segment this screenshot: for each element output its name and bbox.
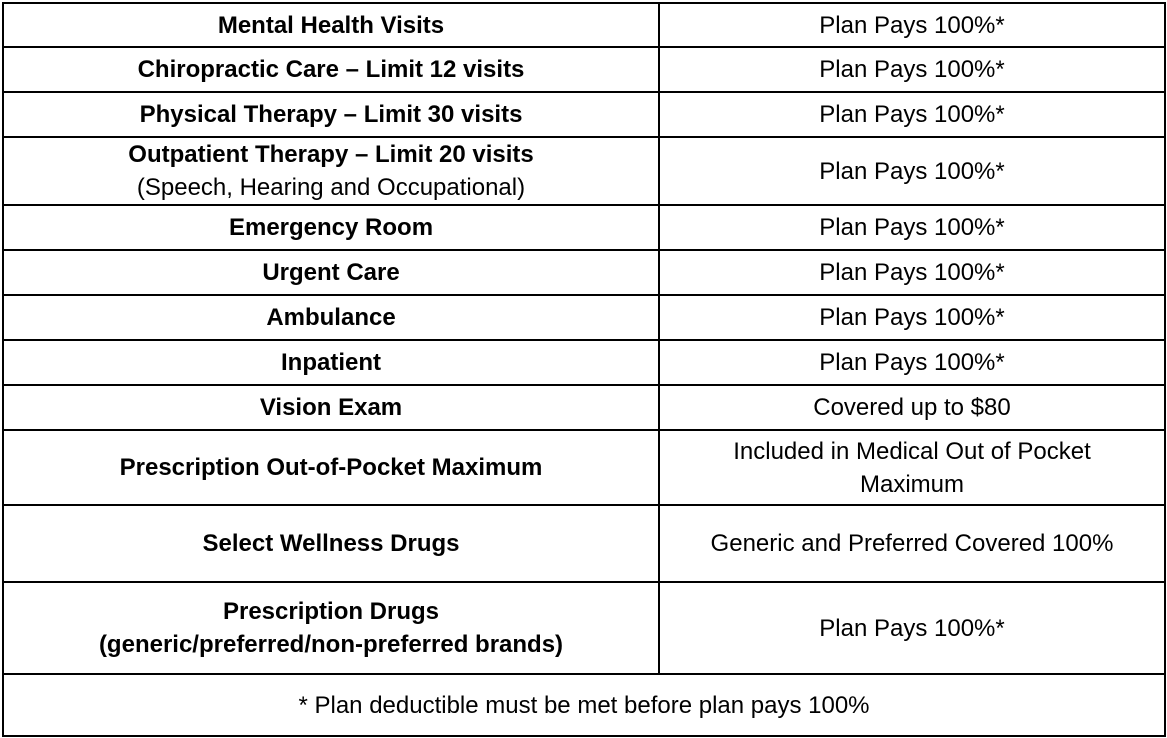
benefit-label: Prescription Out-of-Pocket Maximum	[3, 430, 659, 505]
footnote-row	[3, 674, 1165, 736]
benefit-label: Outpatient Therapy – Limit 20 visits	[128, 141, 534, 168]
benefit-value-cell	[659, 430, 1165, 505]
benefit-label: Vision Exam	[3, 385, 659, 430]
benefit-label: Inpatient	[3, 340, 659, 385]
table-row	[3, 340, 1165, 385]
table-row	[3, 92, 1165, 137]
benefit-label: Ambulance	[3, 295, 659, 340]
table-row	[3, 47, 1165, 92]
benefit-value: Plan Pays 100%*	[659, 137, 1165, 205]
benefit-label-cell	[3, 582, 659, 674]
benefit-value: Plan Pays 100%*	[659, 205, 1165, 250]
benefit-label: Select Wellness Drugs	[3, 505, 659, 582]
benefit-label: Emergency Room	[3, 205, 659, 250]
benefit-value-line-1: Included in Medical Out of Pocket	[733, 437, 1091, 465]
table-row	[3, 3, 1165, 47]
table-row	[3, 295, 1165, 340]
table-row	[3, 137, 1165, 205]
table-row	[3, 582, 1165, 674]
benefit-value: Plan Pays 100%*	[659, 340, 1165, 385]
benefit-value: Plan Pays 100%*	[659, 3, 1165, 47]
benefits-table	[2, 2, 1166, 737]
table-row	[3, 385, 1165, 430]
benefit-label-cell	[3, 137, 659, 205]
table-row	[3, 250, 1165, 295]
benefit-value: Covered up to $80	[659, 385, 1165, 430]
table-row	[3, 205, 1165, 250]
table-row	[3, 505, 1165, 582]
benefit-label: Urgent Care	[3, 250, 659, 295]
benefit-sublabel: (Speech, Hearing and Occupational)	[136, 174, 526, 201]
benefit-value: Plan Pays 100%*	[659, 92, 1165, 137]
benefit-label: Prescription Drugs	[222, 598, 440, 625]
table-row	[3, 430, 1165, 505]
benefit-label-line-2: (generic/preferred/non-preferred brands)	[98, 631, 564, 658]
benefit-value: Plan Pays 100%*	[659, 295, 1165, 340]
benefit-label: Physical Therapy – Limit 30 visits	[3, 92, 659, 137]
benefit-value: Plan Pays 100%*	[659, 250, 1165, 295]
benefit-value-line-2: Maximum	[859, 470, 964, 498]
benefit-value: Plan Pays 100%*	[659, 582, 1165, 674]
footnote: * Plan deductible must be met before plan pays 100%	[3, 674, 1165, 736]
benefit-label: Mental Health Visits	[3, 3, 659, 47]
benefit-label: Chiropractic Care – Limit 12 visits	[3, 47, 659, 92]
benefit-value: Generic and Preferred Covered 100%	[659, 505, 1165, 582]
benefit-value: Plan Pays 100%*	[659, 47, 1165, 92]
